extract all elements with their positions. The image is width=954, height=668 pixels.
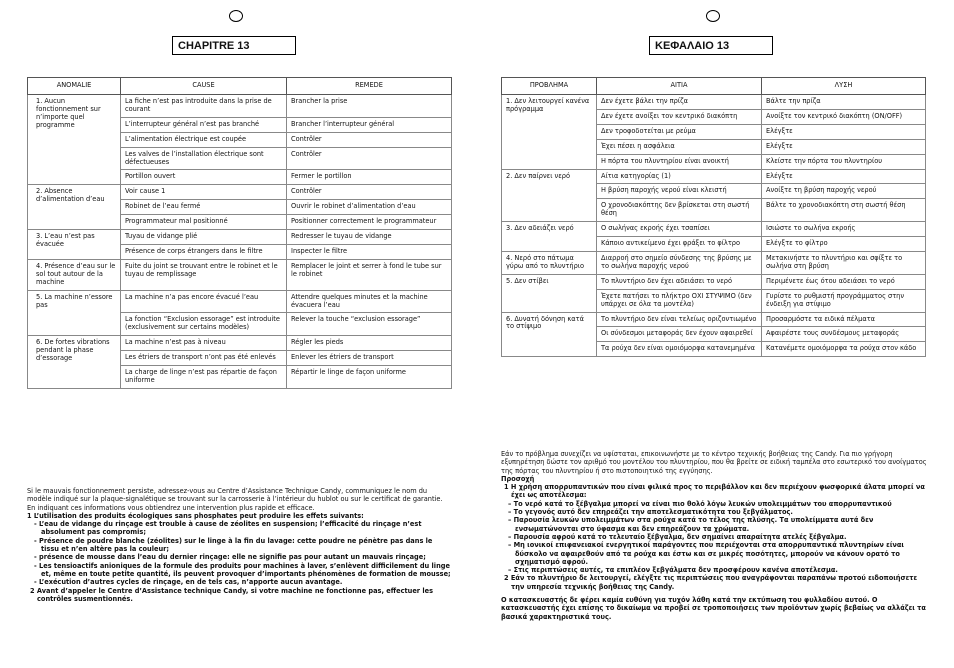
cause-cell: Διαρροή στο σημείο σύνδεσης της βρύσης με το σωλήνα παροχής νερού [597,251,762,274]
anomaly-cell: 4. Νερό στο πάτωμα γύρω από το πλυντήριο [502,251,597,274]
cause-cell: Ο χρονοδιακόπτης δεν βρίσκεται στη σωστή θέση [597,199,762,222]
column-header: REMEDE [287,78,452,95]
anomaly-cell: 6. Δυνατή δόνηση κατά το στίψιμο [502,312,597,357]
note-dash-item: – Παρουσία λευκών υπολειμμάτων στα ρούχα κατά το τέλος της πλύσης. Τα υπολείμματα αυτά δεν ενσωματώνονται στο ύφασμα και δεν επηρεάζουν τα χρώματα. [508,516,874,533]
note-list-item: 2 Avant d’appeler le Centre d’Assistance technique Candy, si votre machine ne fonctionne pas, effectuer les contrôles susmentionnés. [30,586,433,603]
troubleshooting-table [27,77,452,389]
remedy-cell: Ανοίξτε τη βρύση παροχής νερού [762,184,926,199]
cause-cell: La charge de linge n’est pas répartie de façon uniforme [121,366,287,389]
cause-cell: Fuite du joint se trouvant entre le robinet et le tuyau de remplissage [121,259,287,290]
anomaly-cell: 5. La machine n’essore pas [28,290,121,336]
remedy-cell: Brancher l’interrupteur général [287,117,452,132]
note-list-item: 1 Η χρήση απορρυπαντικών που είναι φιλικά προς το περιβάλλον και δεν περιέχουν φωσφορικά άλατα μπορεί να έχει ως αποτέλεσμα: [504,483,925,500]
remedy-cell: Βάλτε το χρονοδιακόπτη στη σωστή θέση [762,199,926,222]
cause-cell: Κάποιο αντικείμενο έχει φράξει το φίλτρο [597,237,762,252]
column-header: ΑΙΤΙΑ [597,78,762,95]
table-row [28,290,452,313]
remedy-cell: Redresser le tuyau de vidange [287,230,452,245]
remedy-cell: Brancher la prise [287,95,452,118]
note-list-item: 2 Εάν το πλυντήριο δε λειτουργεί, ελέγξτε τις περιπτώσεις που αναγράφονται παραπάνω προτού ειδοποιήσετε την υπηρεσία τεχνικής βοήθειας της Candy. [504,574,918,591]
remedy-cell: Ελέγξτε [762,124,926,139]
cause-cell: Το πλυντήριο δεν έχει αδειάσει το νερό [597,274,762,289]
note-paragraph: Si le mauvais fonctionnement persiste, adressez-vous au Centre d’Assistance Technique Candy, communiquez le nom du modèle indiqué sur la plaque-signalétique se trouvant sur la carrosserie à l’intérieur du hublot ou sur le certificat de garantie. [27,487,443,504]
table-row [28,230,452,245]
chapter-title: CHAPITRE 13 [172,36,296,55]
remedy-cell: Ανοίξτε τον κεντρικό διακόπτη (ON/OFF) [762,109,926,124]
table-row [502,312,926,327]
note-dash-item: – Το γεγονός αυτό δεν επηρεάζει την αποτελεσματικότητα του ξεβγάλματος. [508,508,793,517]
cause-cell: Tuyau de vidange plié [121,230,287,245]
remedy-cell: Enlever les étriers de transport [287,351,452,366]
note-dash-item: - Les tensioactifs anioniques de la formule des produits pour machines à laver, s’enlèvent difficilement du linge et, même en toute petite quantité, ils peuvent provoquer d’importants phénomènes de formation de mousse; [34,561,451,578]
remedy-cell: Κλείστε την πόρτα του πλυντηρίου [762,154,926,169]
cause-cell: Présence de corps étrangers dans le filtre [121,244,287,259]
note-dash-item: – Μη ιονικοί επιφανειακοί ενεργητικοί παράγοντες που περιέχονται στα απορρυπαντικά πλυντηρίων είναι δύσκολο να αφαιρεθούν από τα ρούχα και έστω και σε μικρές ποσότητες, μπορούν να κάνουν ορατό το σχηματισμό αφρού. [508,541,905,566]
table-row [502,95,926,110]
anomaly-cell: 2. Δεν παίρνει νερό [502,169,597,222]
table-row [28,185,452,200]
remedy-cell: Remplacer le joint et serrer à fond le tube sur le robinet [287,259,452,290]
remedy-cell: Contrôler [287,132,452,147]
note-dash-item: - L’exécution d’autres cycles de rinçage, en de tels cas, n’apporte aucun avantage. [34,578,343,587]
column-header: ΠΡΟΒΛΗΜΑ [502,78,597,95]
remedy-cell: Contrôler [287,147,452,170]
table-row [502,251,926,274]
anomaly-cell: 4. Présence d’eau sur le sol tout autour de la machine [28,259,121,290]
table-row [502,169,926,184]
note-paragraph: Εάν το πρόβλημα συνεχίζει να υφίσταται, επικοινωνήστε με το κέντρο τεχνικής βοήθειας της Candy. Για πιο γρήγορη εξυπηρέτηση δώστε τον αριθμό του μοντέλου του πλυντηρίου, που θα βρείτε σε ειδική ταμπέλα στο εσωτερικό του ανοίγματος της πόρτας του πλυντηρίου ή στο πιστοποιητικό της εγγύησης. [501,450,927,475]
cause-cell: Δεν έχετε ανοίξει τον κεντρικό διακόπτη [597,109,762,124]
cause-cell: Αίτια κατηγορίας (1) [597,169,762,184]
remedy-cell: Μετακινήστε το πλυντήριο και σφίξτε το σωλήνα στη βρύση [762,251,926,274]
remedy-cell: Relever la touche “exclusion essorage” [287,313,452,336]
remedy-cell: Ισιώστε το σωλήνα εκροής [762,222,926,237]
table-header-row [502,78,926,95]
chapter-title: ΚΕΦΑΛΑΙΟ 13 [649,36,773,55]
cause-cell: Ο σωλήνας εκροής έχει τσαπίσει [597,222,762,237]
anomaly-cell: 2. Absence d’alimentation d’eau [28,185,121,230]
remedy-cell: Ελέγξτε [762,169,926,184]
cause-cell: L’alimentation électrique est coupée [121,132,287,147]
cause-cell: Η βρύση παροχής νερού είναι κλειστή [597,184,762,199]
language-marker-icon [229,10,243,22]
cause-cell: Programmateur mal positionné [121,215,287,230]
anomaly-cell: 1. Δεν λειτουργεί κανένα πρόγραμμα [502,95,597,170]
table-row [502,274,926,289]
note-list-item: 1 L’utilisation des produits écologiques sans phosphates peut produire les effets suivants: [27,511,364,520]
cause-cell: Robinet de l’eau fermé [121,200,287,215]
column-header: ANOMALIE [28,78,121,95]
cause-cell: Έχετε πατήσει το πλήκτρο ΟΧΙ ΣΤΥΨΙΜΟ (δεν υπάρχει σε όλα τα μοντέλα) [597,289,762,312]
cause-cell: Voir cause 1 [121,185,287,200]
table-row [28,259,452,290]
cause-cell: Les étriers de transport n’ont pas été enlevés [121,351,287,366]
column-header: CAUSE [121,78,287,95]
note-paragraph: En indiquant ces informations vous obtiendrez une intervention plus rapide et efficace. [27,503,315,512]
cause-cell: Δεν έχετε βάλει την πρίζα [597,95,762,110]
remedy-cell: Αφαιρέστε τους συνδέσμους μεταφοράς [762,327,926,342]
cause-cell: Portillon ouvert [121,170,287,185]
remedy-cell: Régler les pieds [287,336,452,351]
table-row [28,336,452,351]
cause-cell: Το πλυντήριο δεν είναι τελείως οριζοντιωμένο [597,312,762,327]
remedy-cell: Ελέγξτε [762,139,926,154]
table-header-row [28,78,452,95]
remedy-cell: Positionner correctement le programmateur [287,215,452,230]
cause-cell: Δεν τροφοδοτείται με ρεύμα [597,124,762,139]
language-marker-icon [706,10,720,22]
cause-cell: Η πόρτα του πλυντηρίου είναι ανοικτή [597,154,762,169]
notes-section [27,487,451,603]
troubleshooting-table [501,77,926,357]
remedy-cell: Inspecter le filtre [287,244,452,259]
anomaly-cell: 6. De fortes vibrations pendant la phase d’essorage [28,336,121,389]
remedy-cell: Répartir le linge de façon uniforme [287,366,452,389]
remedy-cell: Βάλτε την πρίζα [762,95,926,110]
note-dash-item: – Παρουσία αφρού κατά το τελευταίο ξέβγαλμα, δεν σημαίνει απαραίτητα ατελές ξέβγαλμα. [508,532,847,541]
cause-cell: Les valves de l’installation électrique sont défectueuses [121,147,287,170]
note-dash-item: - L’eau de vidange du rinçage est trouble à cause de zéolites en suspension; l’efficacité du rinçage n’est absolument pas compromis; [34,520,422,537]
notes-section [501,450,929,621]
cause-cell: Έχει πέσει η ασφάλεια [597,139,762,154]
remedy-cell: Κατανέμετε ομοιόμορφα τα ρούχα στον κάδο [762,342,926,357]
cause-cell: Οι σύνδεσμοι μεταφοράς δεν έχουν αφαιρεθεί [597,327,762,342]
note-dash-item: - présence de mousse dans l’eau du dernier rinçage: elle ne signifie pas pour autant un mauvais rinçage; [34,553,426,562]
remedy-cell: Περιμένετε έως ότου αδειάσει το νερό [762,274,926,289]
table-row [502,222,926,237]
cause-cell: Τα ρούχα δεν είναι ομοιόμορφα κατανεμημένα [597,342,762,357]
anomaly-cell: 5. Δεν στίβει [502,274,597,312]
remedy-cell: Ouvrir le robinet d’alimentation d’eau [287,200,452,215]
cause-cell: La machine n’est pas à niveau [121,336,287,351]
note-dash-item: – Το νερό κατά το ξέβγαλμα μπορεί να είναι πιο θολό λόγω λευκών υπολειμμάτων του απορρυπαντικού [508,499,892,508]
column-header: ΛΥΣΗ [762,78,926,95]
cause-cell: L’interrupteur général n’est pas branché [121,117,287,132]
note-dash-item: - Présence de poudre blanche (zéolites) sur le linge à la fin du lavage: cette poudre ne pénètre pas dans le tissu et n’en altère pas la couleur; [34,536,433,554]
table-row [28,95,452,118]
remedy-cell: Γυρίστε το ρυθμιστή προγράμματος στην ένδειξη για στίψιμο [762,289,926,312]
remedy-cell: Προσαρμόστε τα ειδικά πέλματα [762,312,926,327]
remedy-cell: Contrôler [287,185,452,200]
anomaly-cell: 3. Δεν αδειάζει νερό [502,222,597,252]
anomaly-cell: 3. L’eau n’est pas évacuée [28,230,121,260]
anomaly-cell: 1. Aucun fonctionnement sur n’importe quel programme [28,95,121,185]
note-dash-item: – Στις περιπτώσεις αυτές, τα επιπλέον ξεβγάλματα δεν προσφέρουν κανένα αποτέλεσμα. [508,566,838,575]
cause-cell: La fiche n’est pas introduite dans la prise de courant [121,95,287,118]
note-heading: Προσοχή [501,474,535,483]
cause-cell: La machine n’a pas encore évacué l’eau [121,290,287,313]
note-paragraph: Ο κατασκευαστής δε φέρει καμία ευθύνη για τυχόν λάθη κατά την εκτύπωση του φυλλαδίου αυτού. Ο κατασκευαστής έχει επίσης το δικαίωμα να προβεί σε τροποποιήσεις των προϊόντων χωρίς βεβαίως να αλλάζει τα βασικά χαρακτηριστικά τους. [501,596,926,621]
remedy-cell: Attendre quelques minutes et la machine évacuera l’eau [287,290,452,313]
remedy-cell: Fermer le portillon [287,170,452,185]
cause-cell: La fonction “Exclusion essorage” est introduite (exclusivement sur certains modèles) [121,313,287,336]
remedy-cell: Ελέγξτε το φίλτρο [762,237,926,252]
